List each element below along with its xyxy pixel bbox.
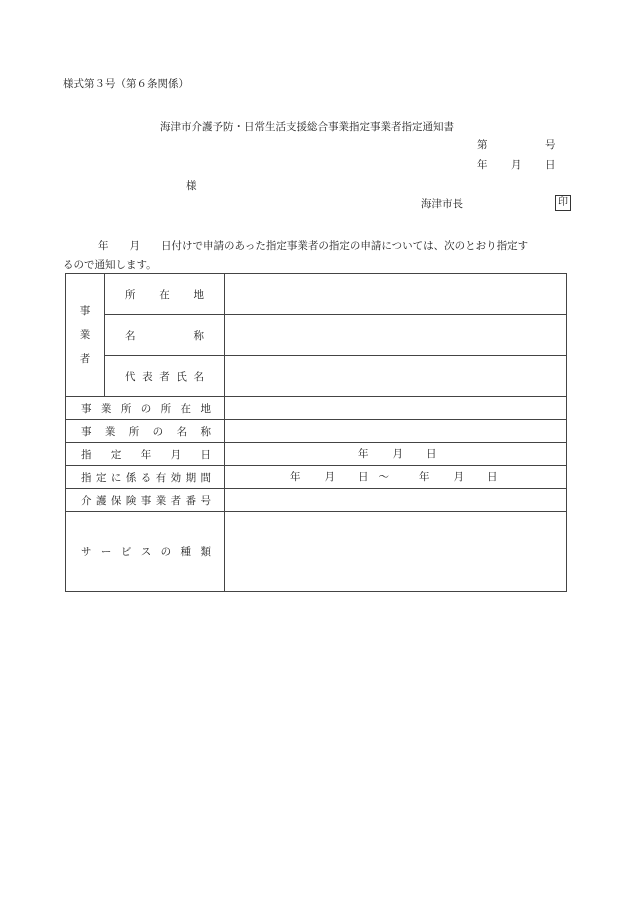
service-type-value[interactable]: [225, 512, 567, 592]
designation-year: 年: [358, 448, 369, 460]
office-name-value[interactable]: [225, 420, 567, 443]
notice-body-line-1: 年 月 日付けで申請のあった指定事業者の指定の申請については、次のとおり指定す: [98, 240, 529, 252]
operator-address-label: 所 在 地: [105, 274, 225, 315]
issue-date-year: 年: [477, 159, 488, 171]
designation-table: [65, 273, 567, 592]
validity-period-value[interactable]: [225, 466, 567, 489]
office-address-label: 事 業 所 の 所 在 地: [66, 397, 225, 420]
document-title: 海津市介護予防・日常生活支援総合事業指定事業者指定通知書: [160, 121, 454, 133]
validity-period-label: 指 定 に 係 る 有 効 期 間: [66, 466, 225, 489]
validity-to-day: 日: [487, 471, 498, 483]
designation-day: 日: [426, 448, 437, 460]
designation-date-label: 指 定 年 月 日: [66, 443, 225, 466]
issuer-name: 海津市長: [421, 198, 463, 210]
notice-body-line-2: るので通知します。: [63, 259, 157, 271]
operator-name-value[interactable]: [225, 315, 567, 356]
validity-from-month: 月: [324, 471, 335, 483]
issue-date-day: 日: [545, 159, 556, 171]
operator-group-label: [66, 274, 105, 397]
seal-mark: 印: [555, 195, 571, 211]
operator-address-value[interactable]: [225, 274, 567, 315]
issue-date-month: 月: [511, 159, 522, 171]
operator-name-label: 名 称: [105, 315, 225, 356]
operator-group-char: 業: [79, 329, 91, 341]
form-number: 様式第３号（第６条関係）: [63, 78, 189, 90]
service-type-label: サ ー ビ ス の 種 類: [66, 512, 225, 592]
validity-from-day: 日: [358, 471, 369, 483]
validity-from-year: 年: [290, 471, 301, 483]
representative-name-label: 代 表 者 氏 名: [105, 356, 225, 397]
insurer-number-value[interactable]: [225, 489, 567, 512]
doc-number-prefix: 第: [477, 139, 488, 151]
insurer-number-label: 介 護 保 険 事 業 者 番 号: [66, 489, 225, 512]
designation-month: 月: [392, 448, 403, 460]
validity-tilde: ～: [378, 471, 389, 483]
designation-date-value[interactable]: [225, 443, 567, 466]
doc-number-suffix: 号: [545, 139, 556, 151]
office-address-value[interactable]: [225, 397, 567, 420]
validity-to-month: 月: [453, 471, 464, 483]
addressee-honorific: 様: [186, 180, 197, 192]
office-name-label: 事 業 所 の 名 称: [66, 420, 225, 443]
representative-name-value[interactable]: [225, 356, 567, 397]
operator-group-char: 事: [79, 305, 91, 317]
operator-group-char: 者: [79, 353, 91, 365]
validity-to-year: 年: [419, 471, 430, 483]
